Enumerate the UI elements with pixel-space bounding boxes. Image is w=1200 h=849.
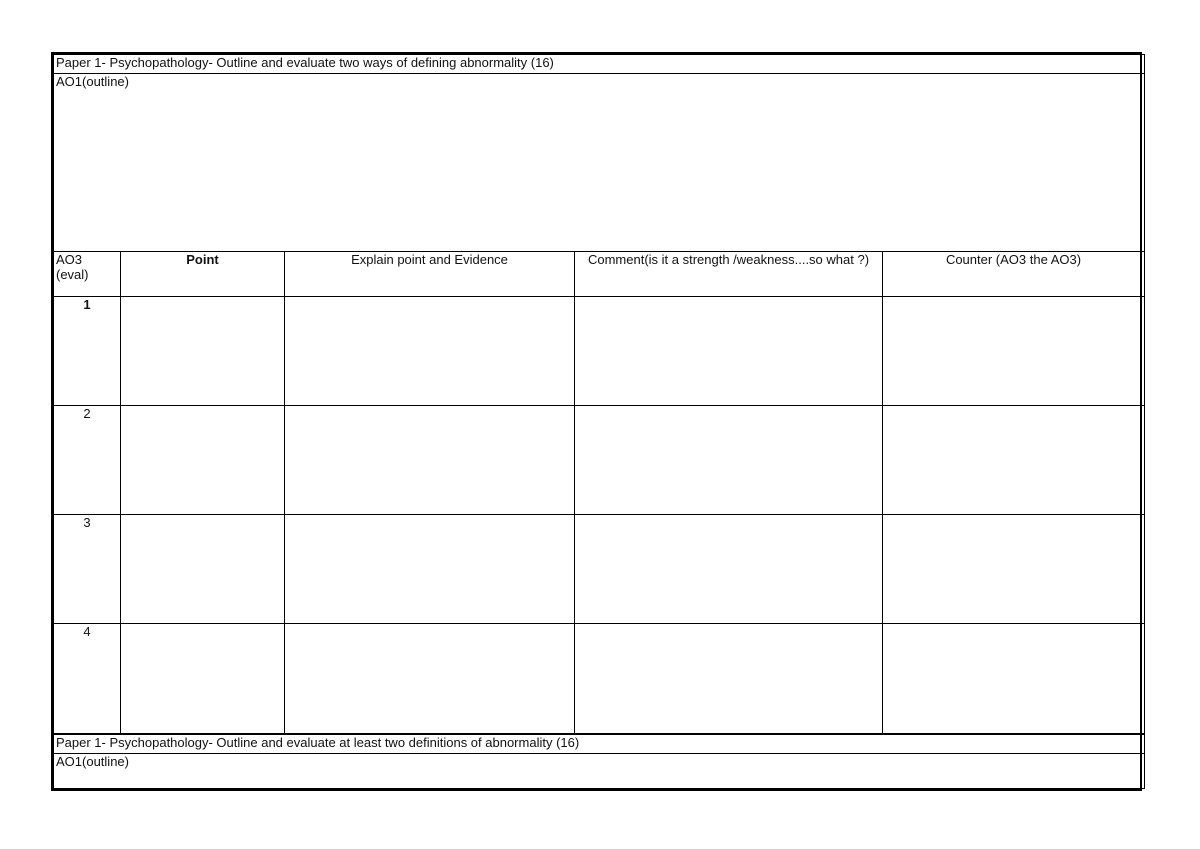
header-comment: Comment(is it a strength /weakness....so what ?) — [575, 251, 883, 296]
row-number: 1 — [54, 296, 121, 405]
eval-row-3 — [54, 515, 1145, 624]
header-ao3: AO3 (eval) — [54, 251, 121, 296]
explain-cell[interactable] — [285, 624, 575, 734]
row-number: 3 — [54, 515, 121, 624]
comment-cell[interactable] — [575, 405, 883, 514]
counter-cell[interactable] — [883, 515, 1145, 624]
worksheet-table — [53, 54, 1145, 789]
point-cell[interactable] — [121, 515, 285, 624]
explain-cell[interactable] — [285, 515, 575, 624]
comment-cell[interactable] — [575, 296, 883, 405]
explain-cell[interactable] — [285, 296, 575, 405]
worksheet — [51, 52, 1142, 791]
point-cell[interactable] — [121, 405, 285, 514]
row-number: 2 — [54, 405, 121, 514]
section2-title: Paper 1- Psychopathology- Outline and evaluate at least two definitions of abnormality (16) — [54, 734, 1145, 753]
counter-cell[interactable] — [883, 624, 1145, 734]
point-cell[interactable] — [121, 624, 285, 734]
row-number: 4 — [54, 624, 121, 734]
counter-cell[interactable] — [883, 296, 1145, 405]
eval-row-1 — [54, 296, 1145, 405]
header-explain: Explain point and Evidence — [285, 251, 575, 296]
section1-ao1-label: AO1(outline) — [56, 73, 129, 89]
comment-cell[interactable] — [575, 624, 883, 734]
header-counter: Counter (AO3 the AO3) — [883, 251, 1145, 296]
eval-row-2 — [54, 405, 1145, 514]
comment-cell[interactable] — [575, 515, 883, 624]
section1-title: Paper 1- Psychopathology- Outline and evaluate two ways of defining abnormality (16) — [54, 55, 1145, 74]
section2-ao1-label: AO1(outline) — [56, 753, 129, 769]
section1-ao1-outline-area[interactable] — [54, 73, 1145, 251]
eval-row-4 — [54, 624, 1145, 734]
header-point: Point — [121, 251, 285, 296]
point-cell[interactable] — [121, 296, 285, 405]
counter-cell[interactable] — [883, 405, 1145, 514]
section2-ao1-outline-area[interactable] — [54, 753, 1145, 788]
explain-cell[interactable] — [285, 405, 575, 514]
